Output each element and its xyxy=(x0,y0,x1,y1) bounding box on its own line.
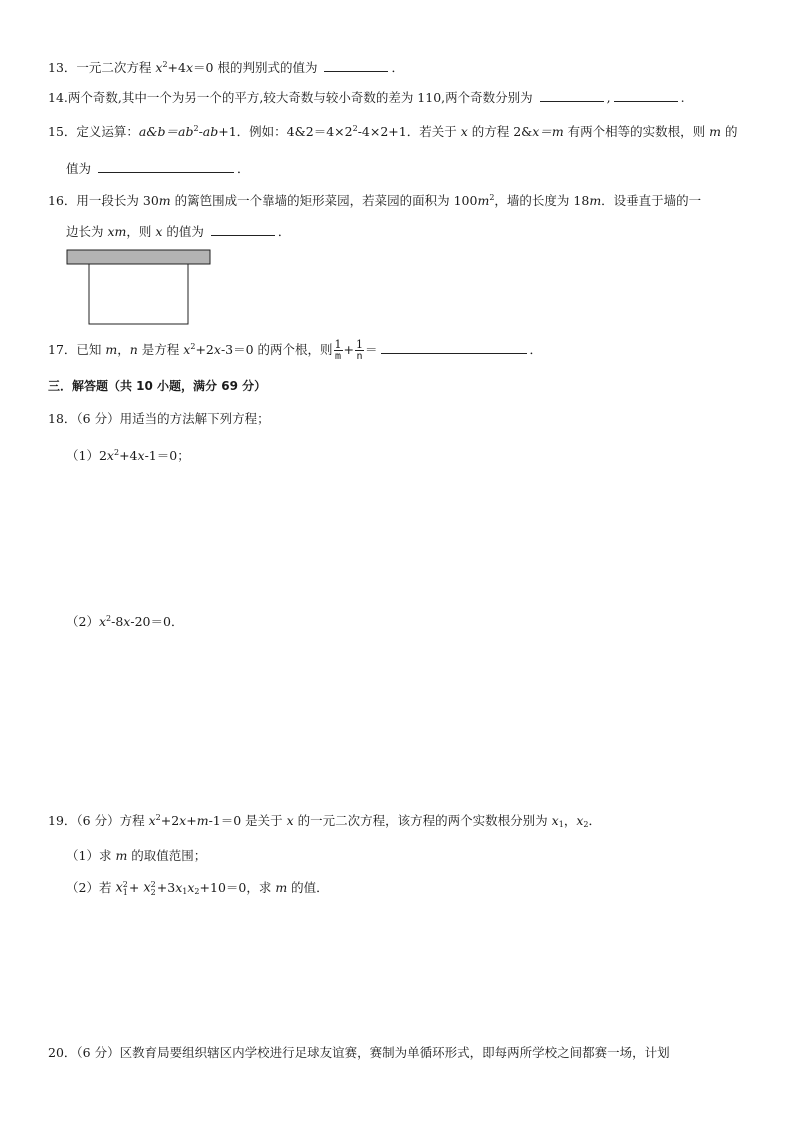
text: -20＝0． xyxy=(130,614,184,629)
numerator: 1 xyxy=(356,338,364,351)
text: 的取值范围； xyxy=(127,848,207,863)
answer-blank-2[interactable] xyxy=(614,88,678,102)
question-14 xyxy=(48,88,685,107)
question-18-part-2 xyxy=(66,613,183,631)
text: 2 xyxy=(98,448,107,463)
text: ＝ xyxy=(365,342,378,357)
answer-blank[interactable] xyxy=(98,159,234,173)
text: +4 xyxy=(167,60,186,75)
text: ， xyxy=(117,342,130,357)
question-20 xyxy=(48,1044,670,1062)
var: x xyxy=(187,880,195,895)
text: 边长为 xyxy=(66,224,108,239)
text: （6 分）方程 xyxy=(76,813,149,828)
expr: a&b＝ab xyxy=(138,124,194,139)
text: ，则 xyxy=(126,224,156,239)
var: x xyxy=(185,60,194,75)
question-18 xyxy=(48,410,270,428)
text: +2 xyxy=(160,813,180,828)
var: x xyxy=(175,880,183,895)
subscript: 2 xyxy=(150,887,156,897)
question-19-part-2 xyxy=(66,879,329,898)
fraction-1-over-n xyxy=(355,339,364,362)
var: n xyxy=(129,342,138,357)
expr: -ab xyxy=(198,124,219,139)
text: 有两个相等的实数根，则 xyxy=(563,124,710,139)
sup-sub-stack xyxy=(123,881,128,897)
exponent: 2 xyxy=(190,342,196,351)
text: +3 xyxy=(156,880,176,895)
var: m xyxy=(115,848,128,863)
question-19 xyxy=(48,812,601,830)
text: -4×2+1．若关于 xyxy=(357,124,461,139)
answer-blank[interactable] xyxy=(324,58,388,72)
text: -8 xyxy=(111,614,124,629)
unit: m xyxy=(477,193,490,208)
question-17 xyxy=(48,339,542,362)
section-heading: 三．解答题（共 10 小题，满分 69 分） xyxy=(48,379,267,393)
text: 已知 xyxy=(76,342,106,357)
text: +2 xyxy=(195,342,214,357)
answer-blank-1[interactable] xyxy=(540,88,604,102)
text: , xyxy=(606,90,611,105)
text: ． xyxy=(391,60,404,75)
subscript: 1 xyxy=(182,887,188,896)
question-number: 16． xyxy=(48,193,77,208)
var: x xyxy=(576,813,584,828)
var: m xyxy=(709,124,722,139)
text: 的方程 2& xyxy=(467,124,533,139)
var: x xyxy=(115,880,123,896)
exponent: 2 xyxy=(113,448,120,457)
subscript: 2 xyxy=(194,887,200,896)
question-15 xyxy=(48,123,738,141)
text: 值为 xyxy=(66,161,95,176)
text: ． xyxy=(236,161,250,176)
answer-blank[interactable] xyxy=(381,340,527,354)
text: ＝0 根的判别式的值为 xyxy=(193,60,322,75)
question-number: 14. xyxy=(48,90,68,105)
var: x xyxy=(213,342,221,357)
text: ． xyxy=(277,224,291,239)
var: x xyxy=(155,60,163,75)
fraction-1-over-m xyxy=(334,339,343,362)
exponent: 2 xyxy=(162,60,168,69)
text: -1＝0； xyxy=(144,448,190,463)
unit: m xyxy=(158,193,171,208)
garden-wall-diagram xyxy=(66,248,212,328)
exponent: 2 xyxy=(150,879,156,889)
text: . xyxy=(680,90,685,105)
text: （6 分）用适当的方法解下列方程； xyxy=(76,411,270,426)
var: x xyxy=(179,813,187,828)
text: 一元二次方程 xyxy=(76,60,156,75)
question-13 xyxy=(48,58,404,77)
var: x xyxy=(143,880,151,896)
text: 的篱笆围成一个靠墙的矩形菜园，若菜园的面积为 100 xyxy=(170,193,478,208)
text: +10＝0，求 xyxy=(199,880,276,895)
part-label: （1）求 xyxy=(66,848,116,863)
var: x xyxy=(137,448,145,463)
text: 用一段长为 30 xyxy=(76,193,159,208)
question-number: 18． xyxy=(48,411,77,426)
exponent: 2 xyxy=(352,124,358,133)
unit: m xyxy=(589,193,602,208)
question-18-part-1 xyxy=(66,447,190,465)
wall xyxy=(67,250,210,264)
text: -1＝0 是关于 xyxy=(208,813,287,828)
part-label: （1） xyxy=(66,448,99,463)
text: + xyxy=(128,880,144,895)
var: m xyxy=(196,813,209,828)
text: -3＝0 的两个根，则 xyxy=(220,342,333,357)
exponent: 2 xyxy=(489,193,495,202)
question-number: 20． xyxy=(48,1045,77,1060)
text: （6 分）区教育局要组织辖区内学校进行足球友谊赛，赛制为单循环形式，即每两所学校之间都赛一场，计划 xyxy=(76,1045,670,1060)
denominator: n xyxy=(356,351,363,362)
text: +1．例如：4&2＝4×2 xyxy=(218,124,353,139)
var: x xyxy=(123,614,131,629)
var: x xyxy=(148,813,156,828)
text: ． xyxy=(529,342,543,357)
subscript: 1 xyxy=(122,887,128,897)
question-16-line-2 xyxy=(66,222,290,241)
subscript: 2 xyxy=(583,820,589,829)
var: x xyxy=(286,813,294,828)
text: + xyxy=(343,342,355,357)
text: 两个奇数,其中一个为另一个的平方,较大奇数与较小奇数的差为 110,两个奇数分别为 xyxy=(67,90,537,105)
text: ， xyxy=(563,813,577,828)
question-number: 13． xyxy=(48,60,77,75)
denominator: m xyxy=(335,351,342,362)
text: 定义运算： xyxy=(76,124,139,139)
var: x xyxy=(155,224,163,239)
var: x xyxy=(460,124,468,139)
var: x xyxy=(551,813,559,828)
text: 的值为 xyxy=(162,224,208,239)
text: 的一元二次方程，该方程的两个实数根分别为 xyxy=(293,813,552,828)
exponent: 2 xyxy=(106,614,112,623)
exponent: 2 xyxy=(193,124,199,133)
text: ． xyxy=(588,813,601,828)
var: m xyxy=(275,880,288,895)
exponent: 2 xyxy=(155,813,161,822)
text: ，墙的长度为 18 xyxy=(494,193,590,208)
garden-rectangle xyxy=(89,264,188,324)
part-label: （2）若 xyxy=(66,880,116,895)
text: 的值． xyxy=(287,880,329,895)
var: x xyxy=(106,448,114,463)
answer-blank[interactable] xyxy=(211,222,275,236)
text: + xyxy=(186,813,197,828)
question-15-line-2 xyxy=(66,159,250,178)
sup-sub-stack xyxy=(151,881,156,897)
question-19-part-1 xyxy=(66,847,206,865)
question-number: 15． xyxy=(48,124,77,139)
numerator: 1 xyxy=(334,338,342,351)
text: +4 xyxy=(119,448,138,463)
var: x xyxy=(183,342,191,357)
question-16 xyxy=(48,192,701,210)
part-label: （2） xyxy=(66,614,99,629)
expr: xm xyxy=(107,224,127,239)
text: 是方程 xyxy=(137,342,184,357)
text: ．设垂直于墙的一 xyxy=(601,193,702,208)
text: 的 xyxy=(721,124,738,139)
expr: x＝m xyxy=(532,124,564,139)
var: x xyxy=(98,614,107,629)
var: m xyxy=(105,342,118,357)
question-number: 17． xyxy=(48,342,77,357)
subscript: 1 xyxy=(558,820,564,829)
question-number: 19． xyxy=(48,813,77,828)
exponent: 2 xyxy=(122,879,128,889)
